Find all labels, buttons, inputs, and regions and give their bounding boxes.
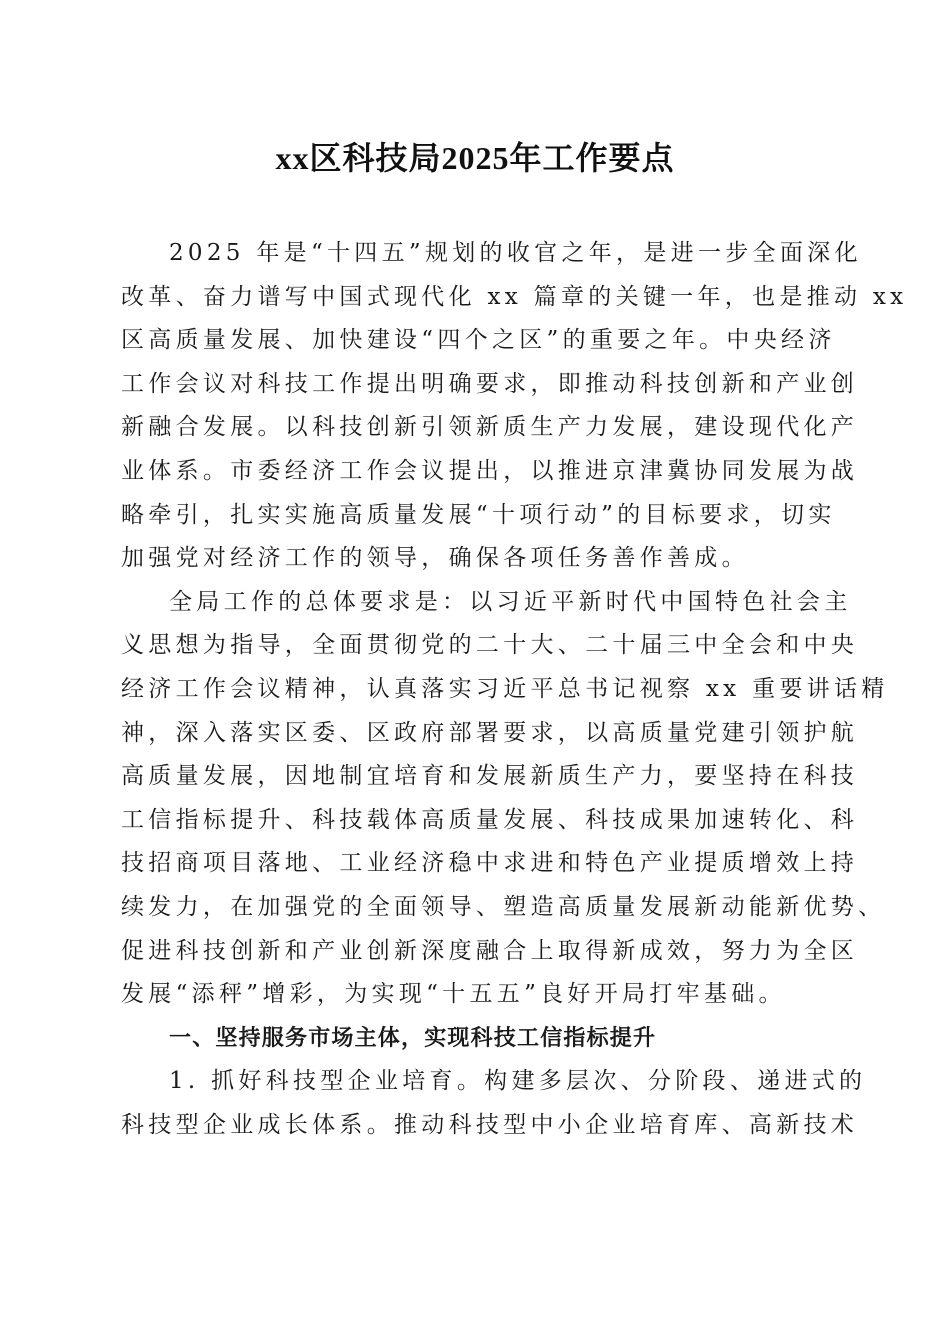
document-body (121, 232, 908, 1147)
text-line: 技招商项目落地、工业经济稳中求进和特色产业提质增效上持 (121, 850, 859, 877)
text-line: 科技型企业成长体系。推动科技型中小企业培育库、高新技术 (121, 1111, 859, 1138)
text-line: 神，深入落实区委、区政府部署要求，以高质量党建引领护航 (121, 719, 859, 746)
text-line: 高质量发展，因地制宜培育和发展新质生产力，要坚持在科技 (121, 763, 859, 790)
text-line: 2025 年是“十四五”规划的收官之年，是进一步全面深化 (169, 240, 862, 266)
text-line: 工信指标提升、科技载体高质量发展、科技成果加速转化、科 (121, 806, 859, 833)
document-title: xx区科技局2025年工作要点 (275, 140, 675, 176)
section-heading: 一、坚持服务市场主体，实现科技工信指标提升 (169, 1025, 657, 1051)
text-line: 区高质量发展、加快建设“四个之区”的重要之年。中央经济 (121, 327, 836, 354)
text-line: 加强党对经济工作的领导，确保各项任务善作善成。 (121, 545, 749, 572)
text-line: 经济工作会议精神，认真落实习近平总书记视察 xx 重要讲话精 (121, 675, 889, 702)
text-line: 业体系。市委经济工作会议提出，以推进京津冀协同发展为战 (121, 457, 859, 484)
text-line: 1. 抓好科技型企业培育。构建多层次、分阶段、递进式的 (169, 1068, 867, 1095)
text-line: 发展“添秤”增彩，为实现“十五五”良好开局打牢基础。 (121, 981, 786, 1008)
text-line: 工作会议对科技工作提出明确要求，即推动科技创新和产业创 (121, 370, 859, 397)
paragraph-overall-requirements (121, 581, 889, 1017)
text-line: 义思想为指导，全面贯彻党的二十大、二十届三中全会和中央 (121, 632, 859, 659)
text-line: 新融合发展。以科技创新引领新质生产力发展，建设现代化产 (121, 414, 859, 441)
text-line: 改革、奋力谱写中国式现代化 xx 篇章的关键一年，也是推动 xx (121, 283, 908, 310)
paragraph-intro (121, 232, 908, 581)
paragraph-item-1 (121, 1060, 867, 1147)
text-line: 促进科技创新和产业创新深度融合上取得新成效，努力为全区 (121, 937, 859, 964)
text-line: 略牵引，扎实实施高质量发展“十项行动”的目标要求，切实 (121, 501, 836, 528)
text-line: 续发力，在加强党的全面领导、塑造高质量发展新动能新优势、 (121, 893, 886, 920)
text-line: 全局工作的总体要求是：以习近平新时代中国特色社会主 (169, 588, 852, 615)
